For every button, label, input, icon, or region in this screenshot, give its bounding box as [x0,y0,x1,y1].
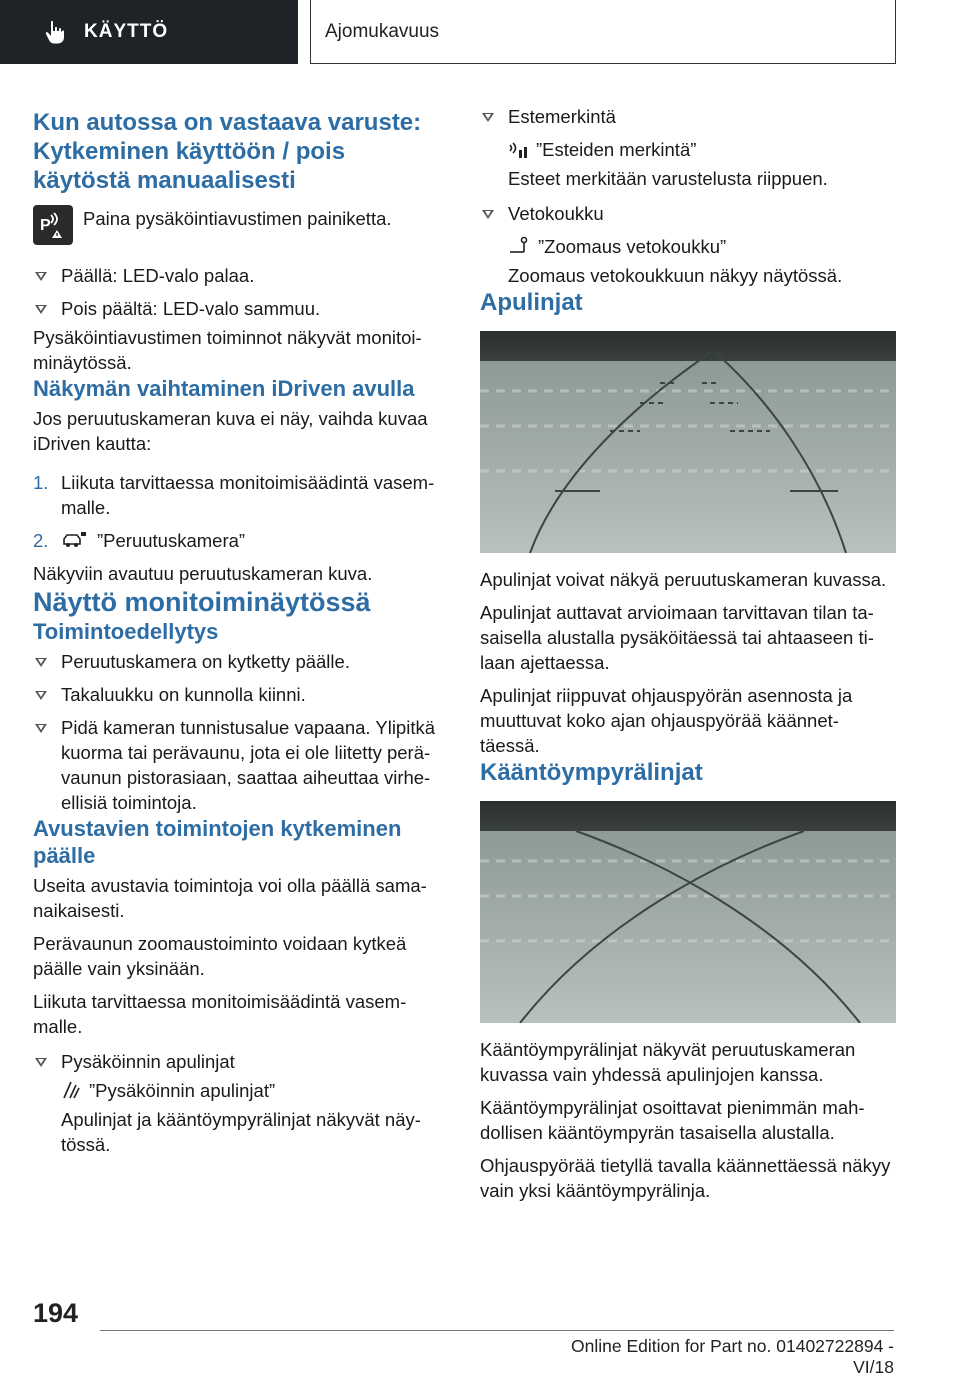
menu-item-line: ”Pysäköinnin apulinjat” [33,1078,449,1103]
left-column [33,100,449,1157]
edition-text: Online Edition for Part no. 01402722894 - VI/18 [571,1336,894,1377]
heading-idrive: Näkymän vaihtaminen iDriven avulla [33,376,415,401]
footer-divider [100,1330,894,1331]
press-text: Paina pysäköintiavustimen painiketta. [83,207,392,229]
menu-item-desc: Esteet merkitään varustelusta riippuen. [508,168,828,189]
list-item: Takaluukku on kunnolla kiinni. [33,682,449,707]
heading-guide-lines: Apulinjat [480,289,583,316]
menu-item-desc: Zoomaus vetokoukkuun näkyy näytössä. [508,265,843,286]
parking-lines-icon [61,1080,81,1100]
obstacle-marking-icon [508,139,528,159]
list-item: Vetokoukku [480,201,896,226]
right-column [480,100,896,1203]
heading-turning-circle: Kääntöympyrälinjat [480,759,703,786]
paragraph: Kääntöympyrälinjat osoittavat pienimmän mah-dollisen kääntöympyrän tasaisella alustalla. [480,1097,865,1143]
list-item: Peruutuskamera on kytketty päälle. [33,649,449,674]
parking-assist-button-icon [33,205,73,245]
paragraph: Ohjauspyörää tietyllä tavalla käännettäessä näkyy vain yksi kääntöympyrälinja. [480,1155,891,1201]
section-tab [0,0,298,64]
menu-item-line: ”Esteiden merkintä” [480,137,896,162]
svg-text:P: P [40,217,51,234]
tow-hitch-icon [508,236,530,256]
page-number: 194 [33,1298,79,1328]
turning-circle-camera-image [480,801,896,1023]
paragraph: Apulinjat voivat näkyä peruutuskameran kuvassa. [480,569,887,590]
rear-camera-icon [61,530,87,550]
press-instruction [33,205,449,245]
paragraph: Useita avustavia toimintoja voi olla päällä sama-naikaisesti. [33,875,427,921]
list-item: Päällä: LED-valo palaa. [33,263,449,288]
page-header [0,0,960,66]
paragraph: Liikuta tarvittaessa monitoimisäädintä vasem-malle. [33,991,407,1037]
list-item: Estemerkintä [480,104,896,129]
topic-tab [310,0,896,64]
hand-pointer-icon [42,19,68,45]
paragraph: Apulinjat riippuvat ohjauspyörän asennosta ja muuttuvat koko ajan ohjauspyörää käännet-täessä. [480,685,853,756]
topic-tab-label: Ajomukavuus [325,20,440,42]
paragraph: Näkyviin avautuu peruutuskameran kuva. [33,563,373,584]
heading-manual-toggle: Kun autossa on vastaava varuste: Kytkeminen käyttöön / pois käytöstä manuaalisesti [33,109,422,194]
list-item: Pois päältä: LED-valo sammuu. [33,296,449,321]
heading-prerequisite: Toimintoedellytys [33,619,219,644]
section-tab-label: KÄYTTÖ [84,21,169,42]
guide-lines-camera-image [480,331,896,553]
paragraph: Apulinjat auttavat arvioimaan tarvittavan tilan ta-saisella alustalla pysäköitäessä tai ahtaaseen ti-laan ajettaessa. [480,602,874,673]
heading-display: Näyttö monitoiminäytössä [33,587,371,617]
paragraph: Kääntöympyrälinjat näkyvät peruutuskameran kuvassa vain yhdessä apulinjojen kanssa. [480,1039,856,1085]
step-2: 2. ”Peruutuskamera” [33,530,246,551]
list-item: Pidä kameran tunnistusalue vapaana. Ylipitkä kuorma tai perävaunu, jota ei ole liitetty perä-vaunun pistorasiaan, saattaa aiheuttaa virhe-ellisiä toimintoja. [33,715,449,815]
list-item: Pysäköinnin apulinjat [33,1049,449,1074]
paragraph: Jos peruutuskameran kuva ei näy, vaihda kuvaa iDriven kautta: [33,408,428,454]
menu-item-desc: Apulinjat ja kääntöympyrälinjat näkyvät näy-tössä. [61,1109,421,1155]
paragraph: Perävaunun zoomaustoiminto voidaan kytkeä päälle vain yksinään. [33,933,407,979]
menu-item-line: ”Zoomaus vetokoukku” [480,234,896,259]
heading-enable-functions: Avustavien toimintojen kytkeminen päälle [33,816,402,868]
step-1: 1. Liikuta tarvittaessa monitoimisäädintä vasem-malle. [33,472,435,518]
paragraph: Pysäköintiavustimen toiminnot näkyvät monitoi-minäytössä. [33,327,422,373]
